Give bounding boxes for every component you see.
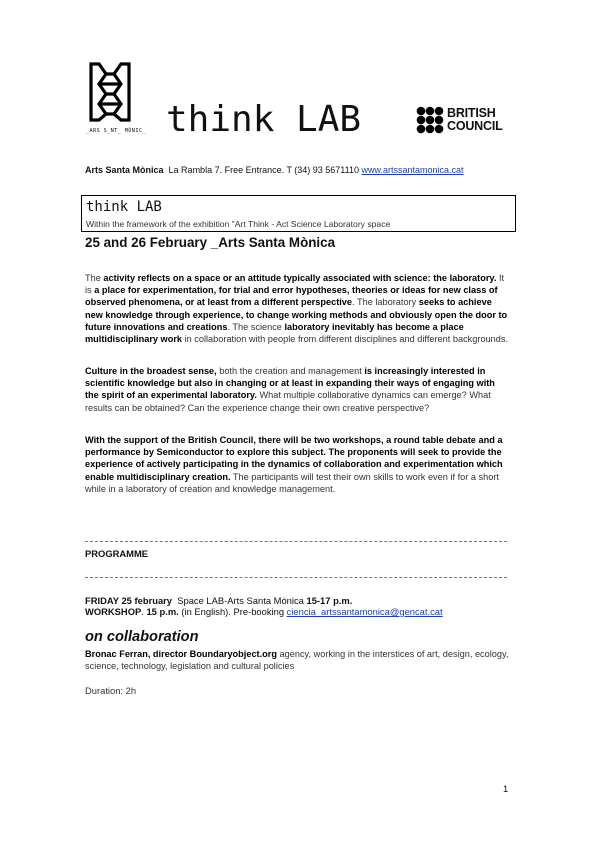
friday-schedule xyxy=(85,595,352,606)
event-box-subtitle: Within the framework of the exhibition "Art Think - Act Science Laboratory space xyxy=(86,219,391,229)
para1-run: It is xyxy=(85,273,505,296)
para2-run: Culture in the broadest sense, xyxy=(85,366,217,376)
event-box-title: think LAB xyxy=(86,199,162,215)
para1-run: The xyxy=(85,273,104,283)
asm-logo-mark-icon xyxy=(88,62,132,122)
para1-run: a place for experimentation, for trial and error hypotheses, theories or ideas for new class of observed phenomena, or at least from a different perspective xyxy=(85,285,498,308)
speaker-name: Bronac Ferran xyxy=(85,649,148,659)
dates-heading: 25 and 26 February _Arts Santa Mònica xyxy=(85,235,336,250)
page-number: 1 xyxy=(503,783,509,794)
friday-space: Space LAB-Arts Santa Mònica xyxy=(177,595,304,606)
para1-run: activity reflects on a space or an attitude typically associated with science: the laboratory. xyxy=(103,273,497,283)
workshop-line: WORKSHOP. 15 p.m. (in English). Pre-booking ciencia_artssantamonica@gencat.cat xyxy=(85,606,443,617)
british-council-line2: COUNCIL xyxy=(447,119,503,133)
para1-run: . The laboratory xyxy=(352,297,419,308)
prebooking-email-link[interactable]: ciencia_artssantamonica@gencat.cat xyxy=(286,606,443,617)
speaker-role: director Boundaryobject.org xyxy=(152,649,277,659)
speaker-description: Bronac Ferran, director Boundaryobject.org agency, working in the interstices of art, design, ecology, science, technology, legislation and cultural policies xyxy=(85,649,509,672)
workshop-label: WORKSHOP xyxy=(85,606,142,617)
event-box xyxy=(81,195,516,232)
para1-run: in collaboration with people from different disciplines and different backgrounds. xyxy=(182,334,509,345)
para3-run: The participants will test their own skills to work even if for a short while in a laboratory of creation and knowledge management. xyxy=(85,471,499,494)
divider-bottom xyxy=(85,577,507,578)
speaker-desc: agency, working in the interstices of art, design, ecology, science, technology, legislation and cultural policies xyxy=(85,649,509,672)
ars-logo-text: _ARS S_NT_ MÒNIC_ xyxy=(86,128,146,134)
duration: Duration: 2h xyxy=(85,685,137,696)
venue-line xyxy=(85,165,464,175)
para1-run: laboratory inevitably has become a place multidisciplinary work xyxy=(85,321,464,345)
british-council-dots-icon xyxy=(416,106,444,134)
para1-run: . The science xyxy=(227,321,285,332)
venue-details: La Rambla 7. Free Entrance. T (34) 93 5671110 xyxy=(168,165,359,175)
british-council-line1: BRITISH xyxy=(447,106,496,120)
page-title: think LAB xyxy=(166,99,362,140)
paragraph-3 xyxy=(85,434,509,495)
british-council-logo xyxy=(416,106,516,136)
friday-time: 15-17 p.m. xyxy=(306,595,353,606)
divider-top xyxy=(85,541,507,542)
venue-url-link[interactable]: www.artssantamonica.cat xyxy=(361,165,464,175)
venue-name: Arts Santa Mònica xyxy=(85,165,164,175)
section-title: on collaboration xyxy=(85,629,199,645)
programme-label: PROGRAMME xyxy=(85,548,149,559)
paragraph-2 xyxy=(85,365,509,414)
para2-run: What multiple collaborative dynamics can emerge? What results can be obtained? Can the experience change their own creative perspective? xyxy=(85,390,491,413)
para2-run: both the creation and management xyxy=(216,366,365,376)
friday-day: FRIDAY 25 february xyxy=(85,595,173,606)
arts-santa-monica-logo xyxy=(86,62,156,138)
workshop-time: 15 p.m. xyxy=(146,606,179,617)
para3-run: With the support of the British Council, there will be two workshops, a round table debate and a performance by Semiconductor to explore this subject. The proponents will seek to provide the experience of actively participating in the dynamics of collaboration and experimentation which enable multidisciplinary creation. xyxy=(85,435,503,482)
workshop-info: (in English). Pre-booking xyxy=(181,606,285,617)
para1-run: seeks to achieve new knowledge through experience, to change working methods and obviously open the door to future innovations and creations xyxy=(85,297,508,332)
para2-run: is increasingly interested in scientific knowledge but also in changing or at least in expanding their ways of engaging with the spirit of an experimental laboratory. xyxy=(85,366,495,401)
paragraph-1 xyxy=(85,272,509,345)
